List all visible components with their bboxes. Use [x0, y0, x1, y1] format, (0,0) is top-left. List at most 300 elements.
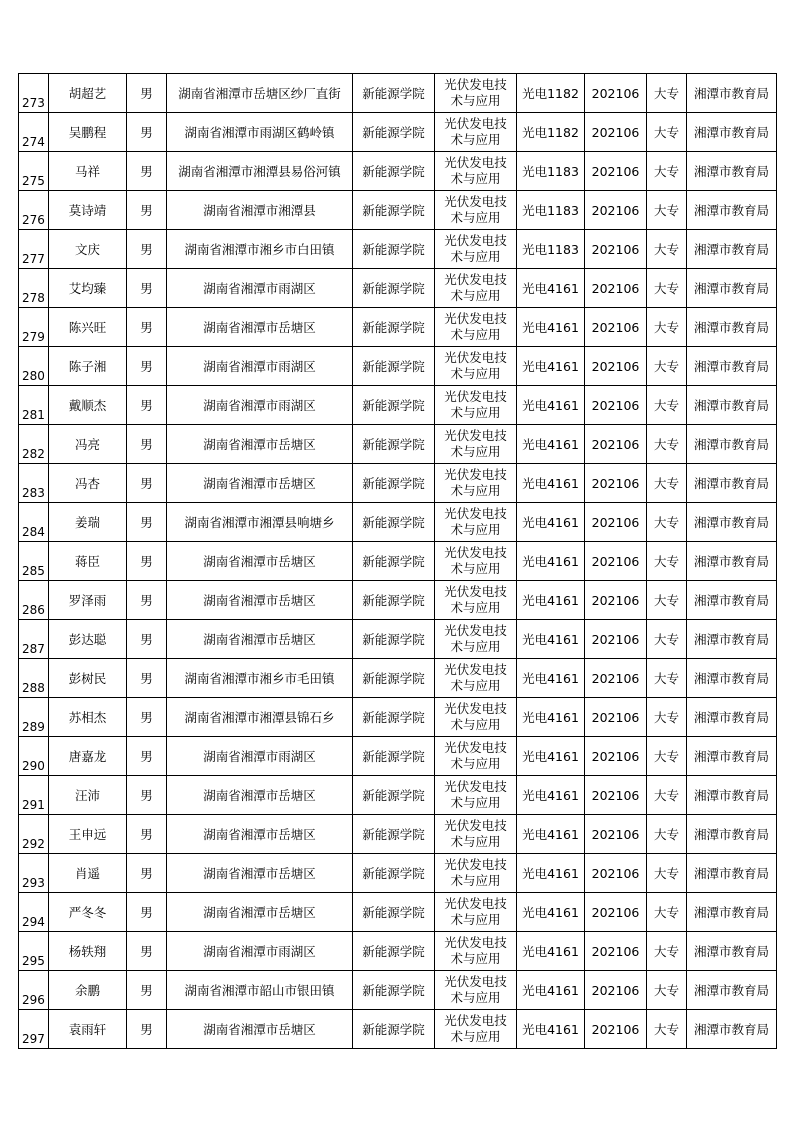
class-cell: 光电4161: [517, 1010, 585, 1049]
gender-cell: 男: [127, 269, 167, 308]
table-row: [19, 269, 777, 308]
name-cell: 严冬冬: [49, 893, 127, 932]
graduation-cell: 202106: [585, 464, 647, 503]
major-line-1: 光伏发电技: [444, 155, 507, 170]
name-cell: 陈兴旺: [49, 308, 127, 347]
table-row: [19, 425, 777, 464]
address-cell: 湖南省湘潭市湘潭县: [167, 191, 353, 230]
class-cell: 光电4161: [517, 932, 585, 971]
class-cell: 光电4161: [517, 620, 585, 659]
college-cell: 新能源学院: [353, 542, 435, 581]
graduation-cell: 202106: [585, 503, 647, 542]
seq-cell: 287: [19, 620, 49, 659]
major-cell: [435, 230, 517, 269]
student-roster-table: [18, 73, 777, 1049]
class-cell: 光电1183: [517, 191, 585, 230]
graduation-cell: 202106: [585, 347, 647, 386]
class-cell: 光电4161: [517, 503, 585, 542]
major-line-2: 术与应用: [450, 795, 501, 810]
graduation-cell: 202106: [585, 776, 647, 815]
table-row: [19, 191, 777, 230]
class-cell: 光电4161: [517, 269, 585, 308]
seq-cell: 297: [19, 1010, 49, 1049]
seq-cell: 282: [19, 425, 49, 464]
gender-cell: 男: [127, 464, 167, 503]
class-cell: 光电4161: [517, 308, 585, 347]
major-line-2: 术与应用: [450, 600, 501, 615]
graduation-cell: 202106: [585, 620, 647, 659]
table-row: [19, 113, 777, 152]
class-cell: 光电4161: [517, 971, 585, 1010]
education-level-cell: 大专: [647, 191, 687, 230]
major-cell: [435, 854, 517, 893]
department-cell: 湘潭市教育局: [687, 464, 777, 503]
address-cell: 湖南省湘潭市岳塘区: [167, 464, 353, 503]
gender-cell: 男: [127, 659, 167, 698]
major-cell: [435, 542, 517, 581]
seq-cell: 290: [19, 737, 49, 776]
address-cell: 湖南省湘潭市岳塘区: [167, 776, 353, 815]
address-cell: 湖南省湘潭市湘乡市白田镇: [167, 230, 353, 269]
seq-cell: 276: [19, 191, 49, 230]
address-cell: 湖南省湘潭市湘潭县易俗河镇: [167, 152, 353, 191]
department-cell: 湘潭市教育局: [687, 971, 777, 1010]
gender-cell: 男: [127, 698, 167, 737]
major-cell: [435, 152, 517, 191]
gender-cell: 男: [127, 74, 167, 113]
gender-cell: 男: [127, 503, 167, 542]
name-cell: 余鹏: [49, 971, 127, 1010]
class-cell: 光电1183: [517, 230, 585, 269]
name-cell: 唐嘉龙: [49, 737, 127, 776]
graduation-cell: 202106: [585, 113, 647, 152]
college-cell: 新能源学院: [353, 503, 435, 542]
gender-cell: 男: [127, 230, 167, 269]
name-cell: 马祥: [49, 152, 127, 191]
seq-cell: 281: [19, 386, 49, 425]
graduation-cell: 202106: [585, 698, 647, 737]
major-cell: [435, 893, 517, 932]
department-cell: 湘潭市教育局: [687, 386, 777, 425]
address-cell: 湖南省湘潭市岳塘区: [167, 308, 353, 347]
class-cell: 光电4161: [517, 542, 585, 581]
seq-cell: 274: [19, 113, 49, 152]
gender-cell: 男: [127, 542, 167, 581]
college-cell: 新能源学院: [353, 932, 435, 971]
seq-cell: 286: [19, 581, 49, 620]
major-line-1: 光伏发电技: [444, 740, 507, 755]
education-level-cell: 大专: [647, 620, 687, 659]
class-cell: 光电4161: [517, 659, 585, 698]
graduation-cell: 202106: [585, 1010, 647, 1049]
education-level-cell: 大专: [647, 581, 687, 620]
gender-cell: 男: [127, 425, 167, 464]
table-row: [19, 698, 777, 737]
major-line-2: 术与应用: [450, 210, 501, 225]
seq-cell: 294: [19, 893, 49, 932]
address-cell: 湖南省湘潭市雨湖区: [167, 737, 353, 776]
major-cell: [435, 308, 517, 347]
name-cell: 蒋臣: [49, 542, 127, 581]
major-line-1: 光伏发电技: [444, 974, 507, 989]
table-row: [19, 776, 777, 815]
department-cell: 湘潭市教育局: [687, 113, 777, 152]
major-line-1: 光伏发电技: [444, 194, 507, 209]
class-cell: 光电4161: [517, 815, 585, 854]
major-line-1: 光伏发电技: [444, 116, 507, 131]
department-cell: 湘潭市教育局: [687, 893, 777, 932]
major-line-1: 光伏发电技: [444, 311, 507, 326]
department-cell: 湘潭市教育局: [687, 854, 777, 893]
gender-cell: 男: [127, 581, 167, 620]
education-level-cell: 大专: [647, 113, 687, 152]
address-cell: 湖南省湘潭市韶山市银田镇: [167, 971, 353, 1010]
class-cell: 光电1183: [517, 152, 585, 191]
name-cell: 戴顺杰: [49, 386, 127, 425]
college-cell: 新能源学院: [353, 269, 435, 308]
department-cell: 湘潭市教育局: [687, 425, 777, 464]
table-row: [19, 74, 777, 113]
table-row: [19, 737, 777, 776]
name-cell: 彭树民: [49, 659, 127, 698]
graduation-cell: 202106: [585, 581, 647, 620]
graduation-cell: 202106: [585, 191, 647, 230]
department-cell: 湘潭市教育局: [687, 932, 777, 971]
address-cell: 湖南省湘潭市岳塘区: [167, 1010, 353, 1049]
address-cell: 湖南省湘潭市雨湖区: [167, 932, 353, 971]
name-cell: 汪沛: [49, 776, 127, 815]
major-line-1: 光伏发电技: [444, 1013, 507, 1028]
major-line-2: 术与应用: [450, 249, 501, 264]
college-cell: 新能源学院: [353, 971, 435, 1010]
education-level-cell: 大专: [647, 152, 687, 191]
gender-cell: 男: [127, 893, 167, 932]
college-cell: 新能源学院: [353, 191, 435, 230]
department-cell: 湘潭市教育局: [687, 503, 777, 542]
seq-cell: 278: [19, 269, 49, 308]
college-cell: 新能源学院: [353, 1010, 435, 1049]
class-cell: 光电4161: [517, 386, 585, 425]
education-level-cell: 大专: [647, 737, 687, 776]
major-line-2: 术与应用: [450, 483, 501, 498]
class-cell: 光电4161: [517, 776, 585, 815]
education-level-cell: 大专: [647, 815, 687, 854]
class-cell: 光电1182: [517, 74, 585, 113]
major-cell: [435, 386, 517, 425]
major-cell: [435, 932, 517, 971]
major-cell: [435, 815, 517, 854]
graduation-cell: 202106: [585, 737, 647, 776]
major-line-1: 光伏发电技: [444, 233, 507, 248]
graduation-cell: 202106: [585, 815, 647, 854]
address-cell: 湖南省湘潭市湘潭县响塘乡: [167, 503, 353, 542]
gender-cell: 男: [127, 152, 167, 191]
department-cell: 湘潭市教育局: [687, 620, 777, 659]
college-cell: 新能源学院: [353, 113, 435, 152]
table-row: [19, 1010, 777, 1049]
education-level-cell: 大专: [647, 542, 687, 581]
college-cell: 新能源学院: [353, 581, 435, 620]
major-line-1: 光伏发电技: [444, 428, 507, 443]
major-line-2: 术与应用: [450, 873, 501, 888]
gender-cell: 男: [127, 971, 167, 1010]
department-cell: 湘潭市教育局: [687, 776, 777, 815]
graduation-cell: 202106: [585, 230, 647, 269]
major-line-1: 光伏发电技: [444, 662, 507, 677]
table-row: [19, 152, 777, 191]
gender-cell: 男: [127, 1010, 167, 1049]
major-line-2: 术与应用: [450, 834, 501, 849]
address-cell: 湖南省湘潭市湘潭县锦石乡: [167, 698, 353, 737]
address-cell: 湖南省湘潭市岳塘区: [167, 542, 353, 581]
college-cell: 新能源学院: [353, 893, 435, 932]
department-cell: 湘潭市教育局: [687, 347, 777, 386]
class-cell: 光电4161: [517, 347, 585, 386]
college-cell: 新能源学院: [353, 74, 435, 113]
major-line-1: 光伏发电技: [444, 545, 507, 560]
name-cell: 莫诗靖: [49, 191, 127, 230]
major-line-1: 光伏发电技: [444, 389, 507, 404]
address-cell: 湖南省湘潭市岳塘区: [167, 893, 353, 932]
education-level-cell: 大专: [647, 1010, 687, 1049]
major-cell: [435, 113, 517, 152]
name-cell: 王申远: [49, 815, 127, 854]
education-level-cell: 大专: [647, 386, 687, 425]
table-row: [19, 854, 777, 893]
department-cell: 湘潭市教育局: [687, 308, 777, 347]
major-line-1: 光伏发电技: [444, 896, 507, 911]
college-cell: 新能源学院: [353, 776, 435, 815]
seq-cell: 293: [19, 854, 49, 893]
seq-cell: 291: [19, 776, 49, 815]
department-cell: 湘潭市教育局: [687, 698, 777, 737]
graduation-cell: 202106: [585, 854, 647, 893]
major-cell: [435, 464, 517, 503]
major-line-2: 术与应用: [450, 444, 501, 459]
gender-cell: 男: [127, 854, 167, 893]
education-level-cell: 大专: [647, 854, 687, 893]
major-line-2: 术与应用: [450, 678, 501, 693]
department-cell: 湘潭市教育局: [687, 542, 777, 581]
table-row: [19, 347, 777, 386]
department-cell: 湘潭市教育局: [687, 191, 777, 230]
address-cell: 湖南省湘潭市湘乡市毛田镇: [167, 659, 353, 698]
gender-cell: 男: [127, 191, 167, 230]
education-level-cell: 大专: [647, 659, 687, 698]
table-row: [19, 308, 777, 347]
roster-body: [19, 74, 777, 1049]
graduation-cell: 202106: [585, 893, 647, 932]
education-level-cell: 大专: [647, 347, 687, 386]
seq-cell: 292: [19, 815, 49, 854]
department-cell: 湘潭市教育局: [687, 581, 777, 620]
gender-cell: 男: [127, 347, 167, 386]
graduation-cell: 202106: [585, 74, 647, 113]
seq-cell: 288: [19, 659, 49, 698]
major-cell: [435, 191, 517, 230]
major-line-2: 术与应用: [450, 717, 501, 732]
college-cell: 新能源学院: [353, 659, 435, 698]
graduation-cell: 202106: [585, 308, 647, 347]
major-line-1: 光伏发电技: [444, 935, 507, 950]
seq-cell: 275: [19, 152, 49, 191]
graduation-cell: 202106: [585, 152, 647, 191]
seq-cell: 279: [19, 308, 49, 347]
college-cell: 新能源学院: [353, 698, 435, 737]
name-cell: 冯亮: [49, 425, 127, 464]
major-line-1: 光伏发电技: [444, 857, 507, 872]
table-row: [19, 620, 777, 659]
name-cell: 冯杏: [49, 464, 127, 503]
graduation-cell: 202106: [585, 386, 647, 425]
address-cell: 湖南省湘潭市雨湖区: [167, 347, 353, 386]
college-cell: 新能源学院: [353, 815, 435, 854]
class-cell: 光电4161: [517, 893, 585, 932]
name-cell: 肖遥: [49, 854, 127, 893]
department-cell: 湘潭市教育局: [687, 737, 777, 776]
education-level-cell: 大专: [647, 698, 687, 737]
seq-cell: 277: [19, 230, 49, 269]
table-row: [19, 386, 777, 425]
college-cell: 新能源学院: [353, 464, 435, 503]
graduation-cell: 202106: [585, 971, 647, 1010]
college-cell: 新能源学院: [353, 347, 435, 386]
college-cell: 新能源学院: [353, 230, 435, 269]
name-cell: 彭达聪: [49, 620, 127, 659]
college-cell: 新能源学院: [353, 152, 435, 191]
major-line-1: 光伏发电技: [444, 584, 507, 599]
college-cell: 新能源学院: [353, 737, 435, 776]
major-line-1: 光伏发电技: [444, 779, 507, 794]
address-cell: 湖南省湘潭市岳塘区: [167, 581, 353, 620]
gender-cell: 男: [127, 620, 167, 659]
class-cell: 光电1182: [517, 113, 585, 152]
address-cell: 湖南省湘潭市雨湖区: [167, 386, 353, 425]
name-cell: 陈子湘: [49, 347, 127, 386]
education-level-cell: 大专: [647, 269, 687, 308]
table-row: [19, 971, 777, 1010]
table-row: [19, 230, 777, 269]
major-line-1: 光伏发电技: [444, 818, 507, 833]
address-cell: 湖南省湘潭市雨湖区鹤岭镇: [167, 113, 353, 152]
college-cell: 新能源学院: [353, 620, 435, 659]
seq-cell: 284: [19, 503, 49, 542]
table-row: [19, 659, 777, 698]
name-cell: 吴鹏程: [49, 113, 127, 152]
gender-cell: 男: [127, 308, 167, 347]
graduation-cell: 202106: [585, 269, 647, 308]
education-level-cell: 大专: [647, 776, 687, 815]
major-line-1: 光伏发电技: [444, 467, 507, 482]
seq-cell: 273: [19, 74, 49, 113]
table-row: [19, 464, 777, 503]
seq-cell: 283: [19, 464, 49, 503]
major-line-2: 术与应用: [450, 93, 501, 108]
address-cell: 湖南省湘潭市岳塘区: [167, 425, 353, 464]
major-cell: [435, 503, 517, 542]
department-cell: 湘潭市教育局: [687, 659, 777, 698]
class-cell: 光电4161: [517, 737, 585, 776]
gender-cell: 男: [127, 737, 167, 776]
seq-cell: 280: [19, 347, 49, 386]
class-cell: 光电4161: [517, 581, 585, 620]
table-row: [19, 581, 777, 620]
department-cell: 湘潭市教育局: [687, 74, 777, 113]
major-line-1: 光伏发电技: [444, 701, 507, 716]
graduation-cell: 202106: [585, 932, 647, 971]
major-line-1: 光伏发电技: [444, 77, 507, 92]
name-cell: 姜瑞: [49, 503, 127, 542]
major-line-2: 术与应用: [450, 561, 501, 576]
education-level-cell: 大专: [647, 425, 687, 464]
name-cell: 罗泽雨: [49, 581, 127, 620]
college-cell: 新能源学院: [353, 386, 435, 425]
name-cell: 袁雨轩: [49, 1010, 127, 1049]
major-line-2: 术与应用: [450, 756, 501, 771]
major-cell: [435, 74, 517, 113]
major-cell: [435, 620, 517, 659]
major-cell: [435, 737, 517, 776]
major-cell: [435, 659, 517, 698]
major-cell: [435, 581, 517, 620]
gender-cell: 男: [127, 776, 167, 815]
college-cell: 新能源学院: [353, 308, 435, 347]
graduation-cell: 202106: [585, 659, 647, 698]
major-line-1: 光伏发电技: [444, 272, 507, 287]
class-cell: 光电4161: [517, 854, 585, 893]
seq-cell: 289: [19, 698, 49, 737]
graduation-cell: 202106: [585, 542, 647, 581]
name-cell: 文庆: [49, 230, 127, 269]
major-line-1: 光伏发电技: [444, 506, 507, 521]
education-level-cell: 大专: [647, 230, 687, 269]
major-line-1: 光伏发电技: [444, 623, 507, 638]
gender-cell: 男: [127, 386, 167, 425]
major-line-2: 术与应用: [450, 366, 501, 381]
major-cell: [435, 347, 517, 386]
table-row: [19, 815, 777, 854]
address-cell: 湖南省湘潭市岳塘区: [167, 815, 353, 854]
table-row: [19, 503, 777, 542]
table-row: [19, 893, 777, 932]
seq-cell: 285: [19, 542, 49, 581]
address-cell: 湖南省湘潭市岳塘区纱厂直街: [167, 74, 353, 113]
major-line-2: 术与应用: [450, 951, 501, 966]
major-line-2: 术与应用: [450, 639, 501, 654]
major-line-2: 术与应用: [450, 288, 501, 303]
gender-cell: 男: [127, 815, 167, 854]
department-cell: 湘潭市教育局: [687, 1010, 777, 1049]
education-level-cell: 大专: [647, 464, 687, 503]
major-cell: [435, 776, 517, 815]
college-cell: 新能源学院: [353, 425, 435, 464]
class-cell: 光电4161: [517, 464, 585, 503]
name-cell: 胡超艺: [49, 74, 127, 113]
major-cell: [435, 425, 517, 464]
name-cell: 杨轶翔: [49, 932, 127, 971]
class-cell: 光电4161: [517, 698, 585, 737]
table-row: [19, 932, 777, 971]
address-cell: 湖南省湘潭市雨湖区: [167, 269, 353, 308]
major-line-2: 术与应用: [450, 132, 501, 147]
graduation-cell: 202106: [585, 425, 647, 464]
seq-cell: 296: [19, 971, 49, 1010]
class-cell: 光电4161: [517, 425, 585, 464]
education-level-cell: 大专: [647, 503, 687, 542]
seq-cell: 295: [19, 932, 49, 971]
department-cell: 湘潭市教育局: [687, 230, 777, 269]
college-cell: 新能源学院: [353, 854, 435, 893]
